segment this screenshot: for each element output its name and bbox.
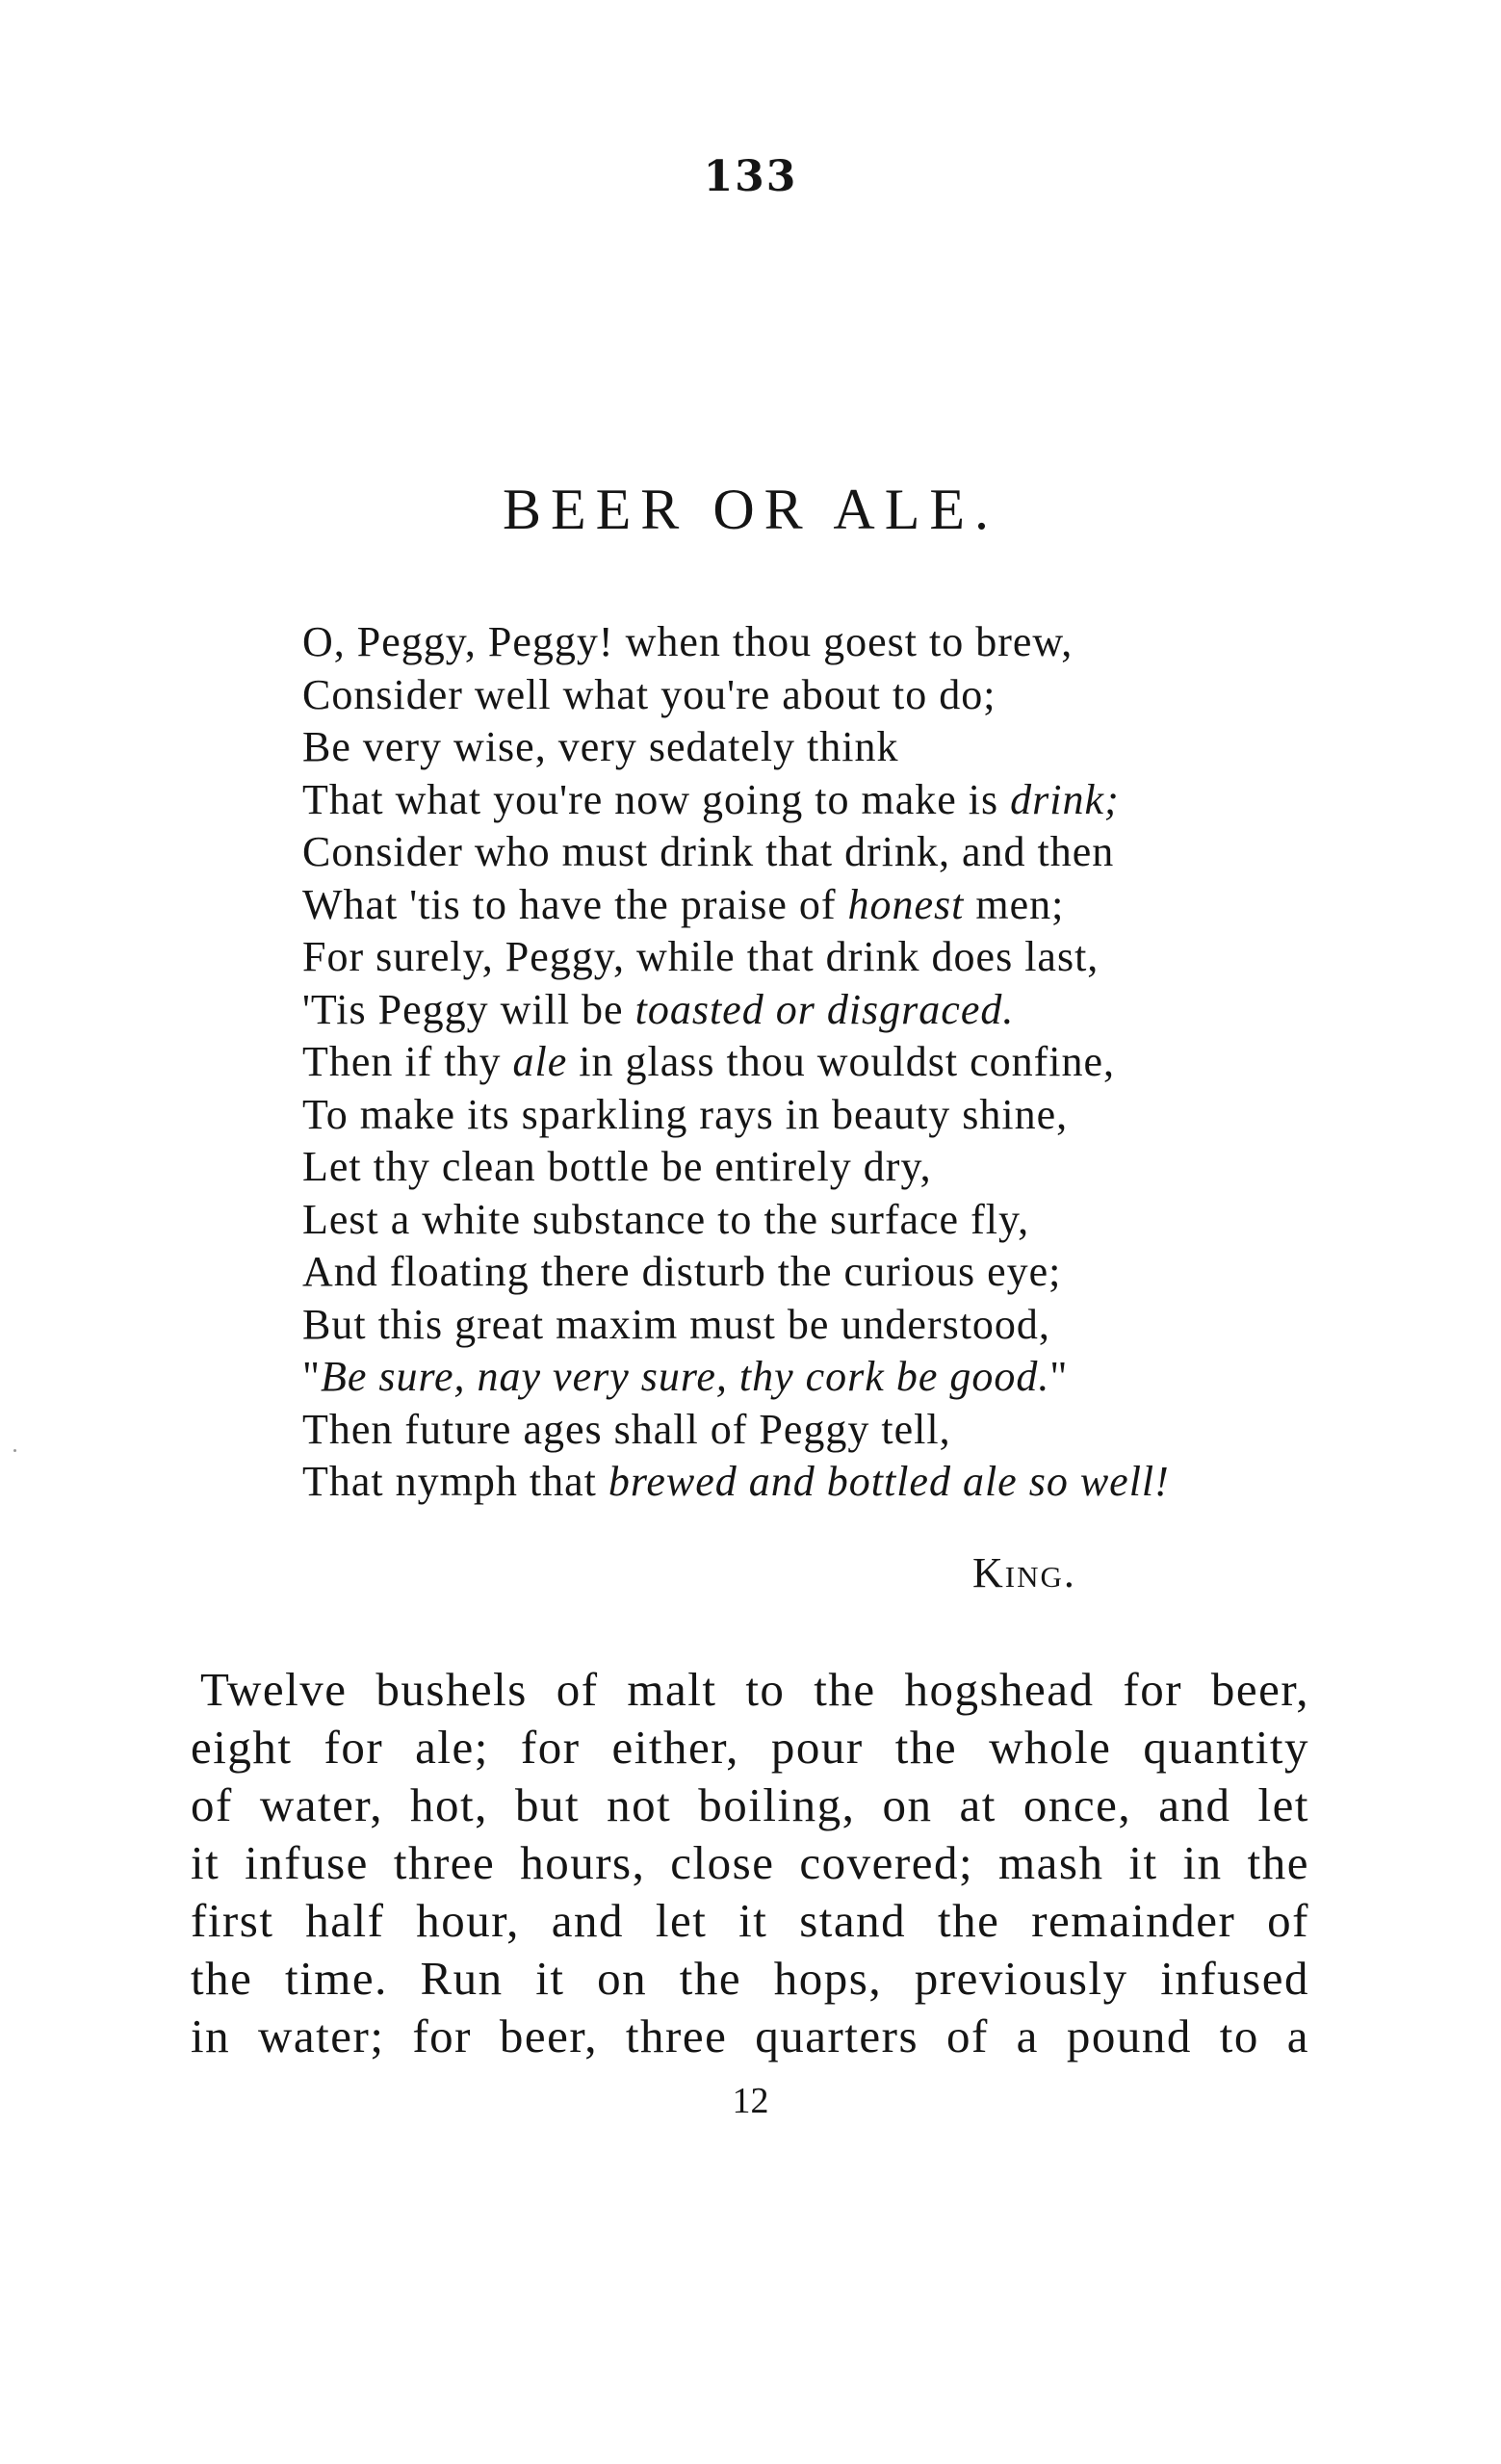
poem-italic-text: Be sure, nay very sure, thy cork be good. bbox=[320, 1353, 1050, 1400]
poem-line: Consider who must drink that drink, and then bbox=[302, 828, 1115, 875]
poem bbox=[302, 616, 1265, 1509]
poem-text: in glass thou wouldst confine, bbox=[567, 1038, 1116, 1085]
prose-line: first half hour, and let it stand the remainder of bbox=[191, 1894, 1309, 1947]
poem-italic-text: ale bbox=[512, 1038, 568, 1085]
prose-line: of water, hot, but not boiling, on at once, and let bbox=[191, 1778, 1309, 1831]
prose-paragraph bbox=[191, 1661, 1309, 2065]
poem-line: Be very wise, very sedately think bbox=[302, 723, 899, 770]
poem-line: Let thy clean bottle be entirely dry, bbox=[302, 1143, 932, 1190]
poem-line: For surely, Peggy, while that drink does last, bbox=[302, 933, 1100, 980]
poem-text: That what you're now going to make is bbox=[302, 775, 1011, 823]
poem-line bbox=[302, 879, 1265, 932]
prose-line: Twelve bushels of malt to the hogshead for beer, bbox=[200, 1663, 1309, 1716]
poem-line bbox=[302, 984, 1265, 1037]
poem-line: And floating there disturb the curious eye; bbox=[302, 1248, 1062, 1295]
poem-italic-text: drink; bbox=[1010, 775, 1120, 823]
poem-italic-text: toasted or disgraced. bbox=[634, 985, 1015, 1033]
poem-line bbox=[302, 774, 1265, 827]
prose-line: it infuse three hours, close covered; mash it in the bbox=[191, 1836, 1309, 1889]
page-number: 133 bbox=[703, 152, 798, 201]
poem-line bbox=[302, 1456, 1265, 1509]
poem-text: " bbox=[302, 1353, 321, 1400]
poem-line bbox=[302, 1036, 1265, 1089]
poem-text: What 'tis to have the praise of bbox=[302, 880, 848, 928]
poem-line: Consider well what you're about to do; bbox=[302, 670, 996, 718]
page-title: BEER OR ALE. bbox=[502, 478, 998, 541]
poem-text: " bbox=[1049, 1353, 1069, 1400]
poem-text: That nymph that bbox=[302, 1458, 608, 1505]
prose-line: the time. Run it on the hops, previously infused bbox=[191, 1952, 1309, 2005]
poem-text: men; bbox=[964, 880, 1065, 928]
poem-italic-text: brewed and bottled ale so well! bbox=[608, 1458, 1170, 1505]
signature-mark: 12 bbox=[732, 2081, 769, 2121]
poem-line: But this great maxim must be understood, bbox=[302, 1300, 1050, 1348]
poem-line bbox=[302, 1351, 1265, 1404]
poem-line: Lest a white substance to the surface fly, bbox=[302, 1195, 1030, 1243]
poem-text: Then if thy bbox=[302, 1038, 513, 1085]
paper-speck bbox=[13, 1449, 16, 1452]
poem-line: Then future ages shall of Peggy tell, bbox=[302, 1405, 951, 1453]
prose-line: eight for ale; for either, pour the whole quantity bbox=[191, 1721, 1309, 1774]
prose-line: in water; for beer, three quarters of a pound to a bbox=[191, 2010, 1309, 2062]
poem-line: O, Peggy, Peggy! when thou goest to brew, bbox=[302, 618, 1074, 665]
poem-attribution: King. bbox=[972, 1549, 1076, 1596]
poem-italic-text: honest bbox=[847, 880, 965, 928]
poem-text: 'Tis Peggy will be bbox=[302, 985, 635, 1033]
poem-line: To make its sparkling rays in beauty shine, bbox=[302, 1090, 1069, 1138]
